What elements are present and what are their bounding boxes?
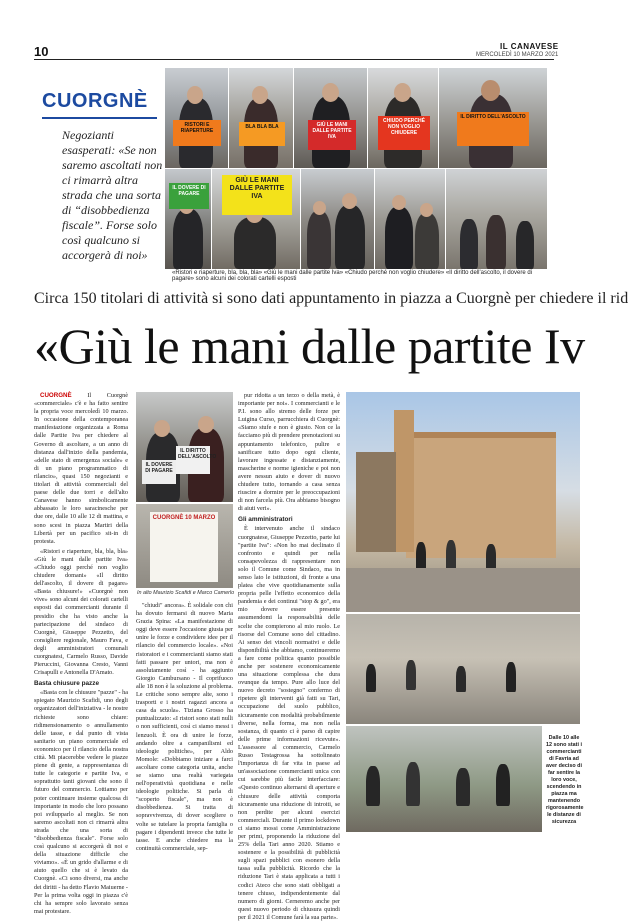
photo-protester-sign-bla (229, 68, 293, 168)
dateline: CUORGNÈ (40, 392, 72, 399)
paragraph: "chiudi" ancora». È solidale con chi ha dovuto fermarsi di nuovo Maria Grazia Spina: «La manifestazione di oggi deve essere l'occasione giusta per unire le forze e condividere idee per il rilancio del commercio locale». «Noi ristoratori e i commercianti siamo stati fatti passare per untori, ma non è assolutamente così - ha aggiunto Giorgio Cambursano - Il coprifuoco alle 18 non è la soluzione al problema. Le critiche sono sempre alte, sono i trasporti e i nostri ragazzi ancora a casa da scuola». Tiziana Grosso ha puntualizzato: «I ristori sono stati nulli o non sufficienti, così ci siamo messi i lenzuoli. È ora di unire le forze, andando oltre a campanilismi ed ideologie politiche», per Aldo Momole: «Dobbiamo iniziare a farci ascoltare come categoria unita, anche se siamo una realtà variegata nell'operatività quotidiana e nelle ideologie politiche. Si parla di "scoperto fiscale", ma non è disobbedienza. Si tratta di sopravvivenza, di dover scegliere o volte se tutelare la propria famiglia o pagare i dipendenti invece che tutte le tasse. E anche chiedere ma la continuità commerciale, sep- (136, 602, 233, 852)
photo-protest-crowd-2 (375, 169, 445, 269)
protest-sign: RISTORI E RIAPERTURE (173, 120, 221, 146)
protest-sign: GIÙ LE MANI DALLE PARTITE IVA (308, 120, 356, 150)
protest-sign: GIÙ LE MANI DALLE PARTITE IVA (222, 175, 292, 215)
section-underline (42, 117, 157, 119)
article-column-3 (238, 392, 340, 921)
subheading: Gli amministratori (238, 516, 293, 524)
photo-caption-right: Dalle 10 alle 12 sono stati i commercianti di Favria ad aver deciso di far sentire la loro voce, scendendo in piazza ma mantenendo rigorosamente le distanze di sicurezza (546, 735, 584, 825)
photo-castle-square (346, 392, 580, 612)
issue-date: MERCOLEDÌ 10 MARZO 2021 (476, 52, 559, 58)
section-title: CUORGNÈ (42, 90, 148, 112)
article-column-2 (136, 602, 233, 852)
photo-protest-square (446, 169, 547, 269)
photo-protester-red-sign (294, 68, 367, 168)
photo-protester-orange-sign-2 (368, 68, 438, 168)
photo-protest-crowd-1 (301, 169, 374, 269)
paragraph: pur ridotta a un terzo o della metà, è importante per noi». I commercianti e le P.I. sono allo stremo delle forze per Luigina Curso, parrucchiera di Cuorgnè: «Siamo stufe e non è giusto. Non ce la facciamo più di prendere prenotazioni su appuntamento telefonico, pulire e sanificare tutto dopo ogni cliente, lavorare ingessate e distanziamente, mascherine e norme igieniche e poi non avere nessun aiuto e dover di nuovo chiudere tutto, tornando a casa senza riuscire a dormire per le preoccupazioni di non farcela più. Ora abbiamo bisogno di aiuti veri». (238, 392, 340, 513)
paragraph: «Basta con le chiusure "pazze" - ha spiegato Maurizio Scafidi, uno degli organizzatori dell'iniziativa - le nostre richieste sono chiare: ridimensionamento o annullamento delle tasse, e dal punto di vista sanitario un piano commerciale ed economico per il rilancio della nostra città. Mi piacerebbe vedere le piazze piene di gente, a rappresentanza di tutte le categorie e partite Iva, e soprattutto tanti giovani che sono il futuro del commercio. Lottiamo per poter continuare insieme qualcosa di importante in modo che loro possano poi svilupparlo al meglio. Se non saremo ascoltati non ci rimarrà altra strada che una sorta di "disobbedienza fiscale". Forse solo così qualcuno si accorgerà di noi e della situazione difficile che viviamo». «È un grido d'allarme e di aiuto quello che si è levato da Cuorgnè. «Ci sono diversi, ma anche dei diritti - ha detto Flavio Maiuerne - Per la prima volta oggi in piazza c'è chi ha sempre solo lavorato senza mai protestare. (34, 689, 128, 915)
protest-sign: CHIUDO PERCHÉ NON VOGLIO CHIUDERE (378, 116, 430, 150)
article-kicker: Circa 150 titolari di attività si sono dati appuntamento in piazza a Cuorgnè per chiedere il rid (34, 290, 628, 307)
protest-sign: IL DOVERE DI PAGARE (169, 183, 209, 209)
side-quote: Negozianti esasperati: «Se non saremo ascoltati non ci rimarrà altra strada che una sorta di “disobbedienza fiscale”. Forse solo così qualcuno si accorgerà di noi» (62, 128, 163, 262)
article-headline: «Giù le mani dalle partite Iv (34, 318, 585, 374)
photo-favria-crowd (346, 726, 542, 832)
photo-favria-square (346, 614, 580, 724)
photo-protester-yellow-sign (212, 169, 300, 269)
subheading: Basta chiusure pazze (34, 680, 99, 688)
article-column-1 (34, 392, 128, 915)
page-number: 10 (34, 44, 49, 59)
paragraph: È intervenuto anche il sindaco cuorgnatese, Giuseppe Pezzetto, parte lui "partite Iva": «Non ho mai declinato il confronto e quindi per nella consapevolezza di rappresentare non solo il Comune come Sindaco, ma in senso lato le istituzioni, di fronte a una platea che vive quotidianamente sulla propria pelle l'effetto economico della pandemia e dei continui "stop & go", era mio dovere essere presente assumendomi la responsabilità delle scelte che compierono al mio ruolo. Le risorse del Comune sono del cittadino. Ai senso dei vincoli normativi e delle disponibilità che abbiamo, continueremo a fare come politica quanto possibile anche per sostenere economicamente una situazione complessa che dura ovunque da tempo. Pure allo luce del nuovo decreto "sostegno" confermo di ripetere gli interventi già fatti su Tari, occupazione del suolo pubblico, sicuramente con modalità probabilmente diverse, nella forma, ma non nella sostanza, di quanto ci è parso di capire delle prime informazioni ricevute». L'assessore al commercio, Carmelo Russo Testagrossa ha sottolineato l'importanza di far vita in paese ad un'associazione commercianti unica con cui sarebbe più facile interfacciare: «Questo continuo alternarsi di aperture e chiusure delle attività comporta sicuramente una riduzione di introiti, se non perdite per alcuni esercizi commerciali. Durante il primo lockdown ci siamo mossi come Amministrazione per primi, proponendo la riduzione del 25% della Tari anno 2020. Stiamo e sostenere e la possibilità di pubblicità sugli spazi pubblici con esonero della tassa sulla pubblicità. Ricordo che la riduzione Tari è stata applicata a tutti i codici Ateco che sono stati obbligati a tenere chiuso, indipendentemente dal numero di giorni. Cerneremo anche per quest nuovo periodo di chiusura quindi per il 2021 il Comune farà la sua parte». (238, 525, 340, 921)
protest-sign: IL DIRITTO DELL'ASCOLTO (457, 112, 529, 146)
photo-poster (136, 504, 233, 588)
newspaper-name: IL CANAVESE (500, 42, 559, 51)
header-rule (34, 59, 554, 60)
photo-protester-woman-sign (439, 68, 547, 168)
protest-sign: IL DIRITTO DELL'ASCOLTO (176, 446, 210, 474)
paragraph: «Ristori e riaperture, bla, bla, bla» «Giù le mani dalle partite Iva» «Chiudo oggi perché non voglio chiudere domani» «Il diritto dell'ascolto, il dovere di pagare» «Basta chiusure!» «Cuorgnè non vive» sono alcuni dei colorati cartelli esposti dai commercianti durante il presidio che ha visto anche la partecipazione del sindaco di Cuorgnè, Giuseppe Pezzetto, del consigliere regionale, Mauro Fava, e degli amministratori comunali cuorgnatesi, Carmelo Russo, Davide Pieruccini, Giovanna Cresto, Vanni Crisapulli e Antonella D'Amato. (34, 547, 128, 677)
protest-poster: CUORGNÈ 10 MARZO (150, 512, 218, 582)
photo-caption-top: «Ristori e riaperture, bla, bla, bla» «Giù le mani dalle partite Iva» «Chiudo perché non voglio chiudere» «Il diritto dell'ascolto, il dovere di pagare» sono alcuni dei colorati cartelli esposti (172, 270, 533, 282)
photo-protester-orange-sign (165, 68, 228, 168)
paragraph: Il Cuorgnè «commerciale» c'è e ha fatto sentire la propria voce mercoledì 10 marzo. In occasione della contemporanea manifestazione organizzata a Roma dalle Partite Iva per chiedere al Governo di ascoltare, a un anno di distanza dall'inizio della pandemia, «delle stato di emergenza sociale» e di un piano programmatico di rilancio», quasi 150 negozianti e titolari di attività commerciali del paese delle due torri e dell'alto Canavese hanno simbolicamente abbassato le loro saracinesche per due ore, dalle 10 alle 12 di mattina, e sono scesi in piazza Martiri della Libertà per un pacifico sit-in di protesta. (34, 392, 128, 545)
protest-sign: IL DOVERE DI PAGARE (142, 460, 176, 484)
photo-protester-green-sign (165, 169, 211, 269)
protest-sign: BLA BLA BLA (239, 122, 285, 146)
photo-organizers (136, 392, 233, 502)
photo-caption-middle: In alto Maurizio Scafidi e Marco Camerlo (137, 590, 235, 596)
